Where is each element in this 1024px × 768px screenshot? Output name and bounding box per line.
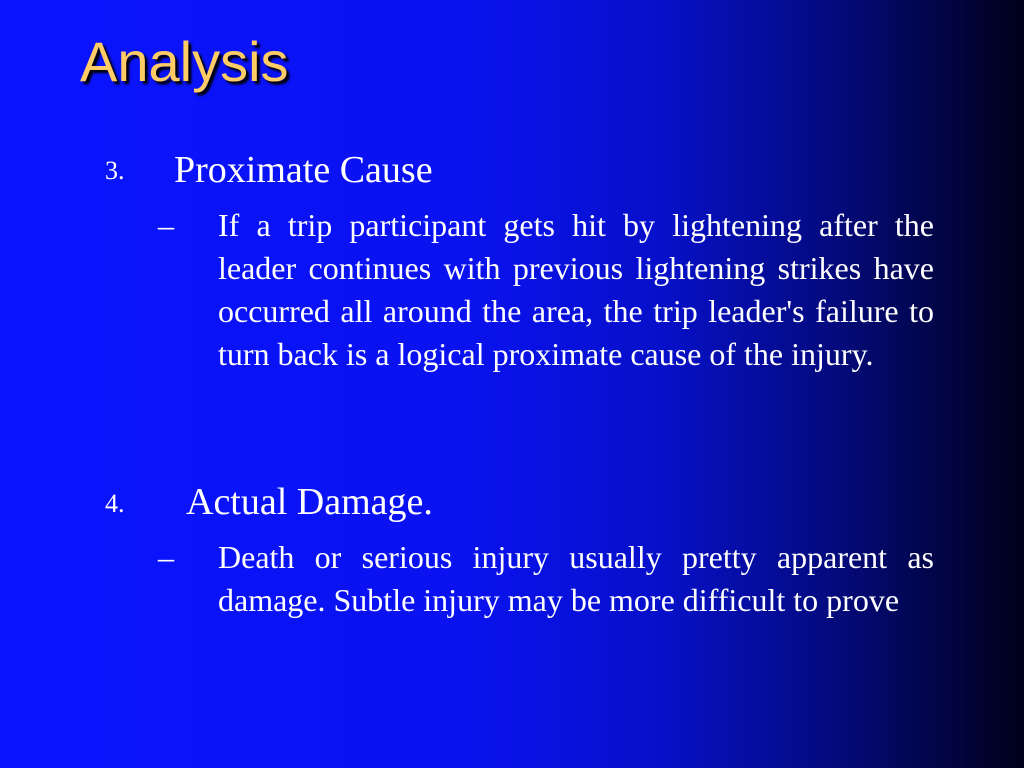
sub-item-text: Death or serious injury usually pretty apparent as damage. Subtle injury may be more difficult to prove xyxy=(218,539,934,618)
item-number: 3. xyxy=(105,156,125,185)
dash-bullet: – xyxy=(158,539,174,575)
item-heading: Actual Damage. xyxy=(186,481,433,523)
dash-bullet: – xyxy=(158,207,174,243)
slide-title: Analysis xyxy=(80,30,289,93)
item-heading: Proximate Cause xyxy=(174,149,433,191)
sub-item-text: If a trip participant gets hit by lightening after the leader continues with previous lightening strikes have occurred all around the area, the trip leader's failure to turn back is a logical proximate cause of the injury. xyxy=(218,207,934,372)
item-number: 4. xyxy=(105,489,125,518)
